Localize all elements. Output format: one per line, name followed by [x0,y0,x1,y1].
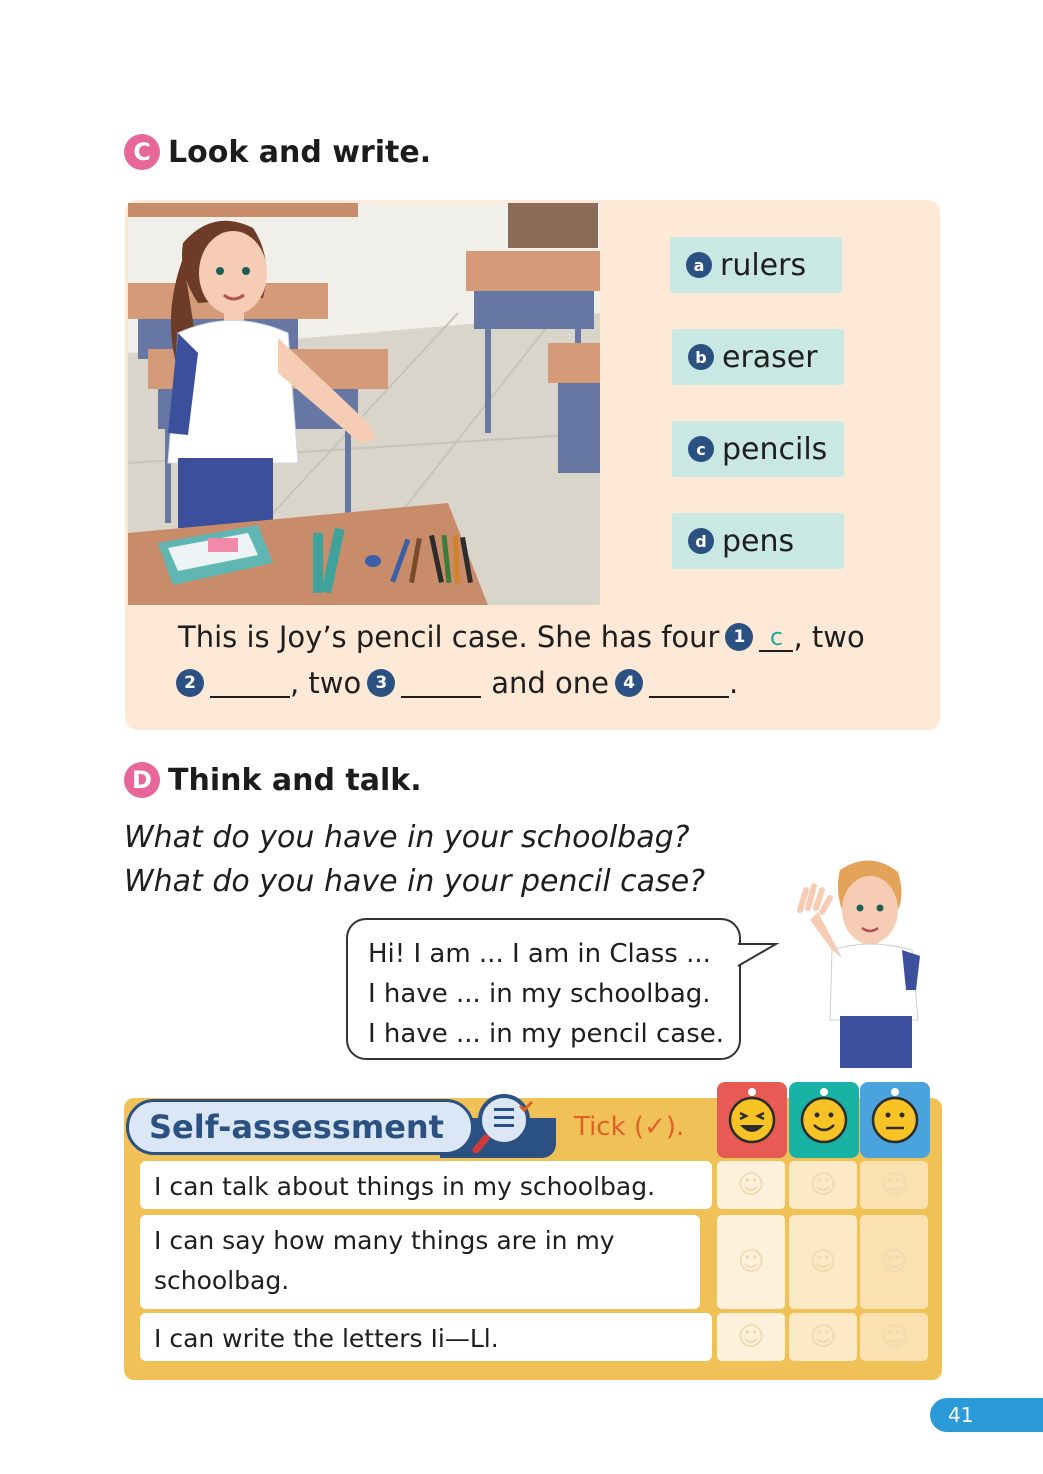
blank-number: 3 [367,669,395,697]
magnifier-checklist-icon [472,1092,542,1156]
question-2: What do you have in your pencil case? [124,864,706,899]
assessment-statement: I can say how many things are in my schoolbag. [154,1226,615,1295]
tick-instruction: Tick (✓). [574,1112,685,1142]
assessment-row-3 [140,1313,712,1361]
faint-face-icon: ☺ [880,1247,908,1277]
word-text: pens [722,523,795,559]
question-1: What do you have in your schoolbag? [124,820,690,855]
bubble-line: I have ... in my pencil case. [368,1019,725,1049]
laughing-face-tab [717,1082,787,1158]
assessment-row-1 [140,1161,712,1209]
boy-illustration [790,850,930,1070]
faint-face-icon: ☺ [809,1322,837,1352]
assessment-statement: I can write the letters Ii—Ll. [154,1324,499,1353]
word-letter: a [686,252,712,278]
sentence-text: This is Joy’s pencil case. She has four [178,620,720,654]
sentence-end: . [729,666,739,700]
faint-face-icon: ☺ [737,1170,765,1200]
section-c-badge: C [124,134,160,170]
faint-face-icon: ☺ [880,1170,908,1200]
sentence-line-1 [178,620,865,654]
word-letter: b [688,344,714,370]
word-letter: d [688,528,714,554]
sentence-text: and one [491,666,610,700]
section-c-title: Look and write. [168,134,432,170]
bubble-line: I have ... in my schoolbag. [368,979,711,1009]
blank-number: 2 [176,669,204,697]
tick-cell-smiling[interactable] [789,1313,857,1361]
answer-blank-3[interactable] [401,668,481,698]
tick-cell-smiling[interactable] [789,1215,857,1309]
blank-number: 4 [615,669,643,697]
answer-blank-2[interactable] [210,668,290,698]
speech-bubble-tail [736,940,780,970]
tick-cell-neutral[interactable] [860,1313,928,1361]
faint-face-icon: ☺ [809,1170,837,1200]
speech-bubble [346,918,741,1060]
faint-face-icon: ☺ [809,1247,837,1277]
faint-face-icon: ☺ [880,1322,908,1352]
tick-cell-laughing[interactable] [717,1313,785,1361]
word-text: eraser [722,339,818,375]
word-box-b [672,329,844,385]
word-text: rulers [720,247,807,283]
word-box-a [670,237,842,293]
tick-cell-smiling[interactable] [789,1161,857,1209]
section-d-heading [124,762,422,798]
assessment-statement: I can talk about things in my schoolbag. [154,1172,656,1201]
bubble-line: Hi! I am ... I am in Class ... [368,939,711,969]
section-d-title: Think and talk. [168,762,422,798]
word-box-c [672,421,844,477]
neutral-face-icon [870,1095,920,1145]
word-text: pencils [722,431,828,467]
laughing-face-icon [727,1095,777,1145]
blank-number: 1 [725,623,753,651]
neutral-face-tab [860,1082,930,1158]
tick-cell-laughing[interactable] [717,1215,785,1309]
sentence-text: , two [290,666,362,700]
smiling-face-tab [789,1082,859,1158]
page-number: 41 [930,1398,1043,1432]
answer-blank-4[interactable] [649,668,729,698]
classroom-illustration [128,203,600,605]
assessment-row-2 [140,1215,700,1309]
word-letter: c [688,436,714,462]
sentence-line-2 [176,666,738,700]
self-assessment-title-pill [126,1099,474,1155]
self-assessment-title: Self-assessment [149,1108,444,1146]
tick-cell-laughing[interactable] [717,1161,785,1209]
tick-cell-neutral[interactable] [860,1161,928,1209]
sentence-text: , two [793,620,865,654]
section-c-heading [124,134,431,170]
section-d-badge: D [124,762,160,798]
faint-face-icon: ☺ [737,1322,765,1352]
tick-cell-neutral[interactable] [860,1215,928,1309]
word-box-d [672,513,844,569]
answer-blank-1[interactable]: c [759,622,793,652]
faint-face-icon: ☺ [737,1247,765,1277]
smiling-face-icon [799,1095,849,1145]
